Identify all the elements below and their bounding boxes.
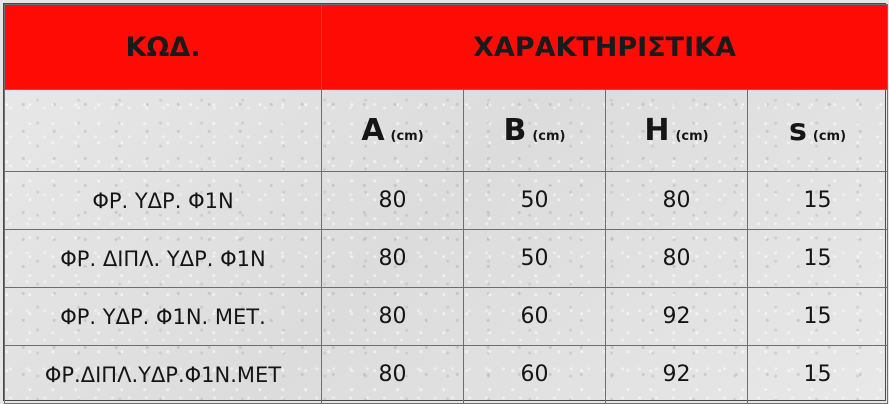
column-header-s [748, 90, 888, 172]
value-b-cell: 60 [464, 346, 606, 404]
value-b-cell: 50 [464, 172, 606, 230]
value-h-cell: 80 [606, 172, 748, 230]
specs-table [4, 4, 888, 404]
specs-table-container [3, 3, 886, 401]
product-code-cell: ΦΡ.ΔΙΠΛ.ΥΔΡ.Φ1Ν.ΜΕΤ [5, 346, 322, 404]
value-b-cell: 50 [464, 230, 606, 288]
column-unit: (cm) [675, 129, 709, 144]
value-h-cell: 92 [606, 346, 748, 404]
column-unit: (cm) [532, 129, 566, 144]
column-unit: (cm) [390, 129, 424, 144]
column-letter: s [789, 113, 807, 148]
value-a-cell: 80 [322, 346, 464, 404]
code-subheader-empty [5, 90, 322, 172]
table-row [5, 288, 888, 346]
subheader-row [5, 90, 888, 172]
value-a-cell: 80 [322, 172, 464, 230]
code-header: ΚΩΔ. [5, 5, 322, 90]
value-s-cell: 15 [748, 346, 888, 404]
value-s-cell: 15 [748, 230, 888, 288]
column-header-b [464, 90, 606, 172]
column-letter: H [644, 113, 670, 148]
column-letter: B [503, 113, 527, 148]
value-a-cell: 80 [322, 288, 464, 346]
product-code-cell: ΦΡ. ΥΔΡ. Φ1Ν [5, 172, 322, 230]
header-row [5, 5, 888, 90]
value-a-cell: 80 [322, 230, 464, 288]
characteristics-header: ΧΑΡΑΚΤΗΡΙΣΤΙΚΑ [322, 5, 888, 90]
value-s-cell: 15 [748, 172, 888, 230]
table-row [5, 172, 888, 230]
table-row [5, 230, 888, 288]
column-unit: (cm) [812, 129, 847, 144]
product-code-cell: ΦΡ. ΔΙΠΛ. ΥΔΡ. Φ1Ν [5, 230, 322, 288]
table-row [5, 346, 888, 404]
column-header-h [606, 90, 748, 172]
value-h-cell: 92 [606, 288, 748, 346]
value-b-cell: 60 [464, 288, 606, 346]
column-header-a [322, 90, 464, 172]
value-h-cell: 80 [606, 230, 748, 288]
product-code-cell: ΦΡ. ΥΔΡ. Φ1Ν. ΜΕΤ. [5, 288, 322, 346]
value-s-cell: 15 [748, 288, 888, 346]
column-letter: A [361, 113, 385, 148]
